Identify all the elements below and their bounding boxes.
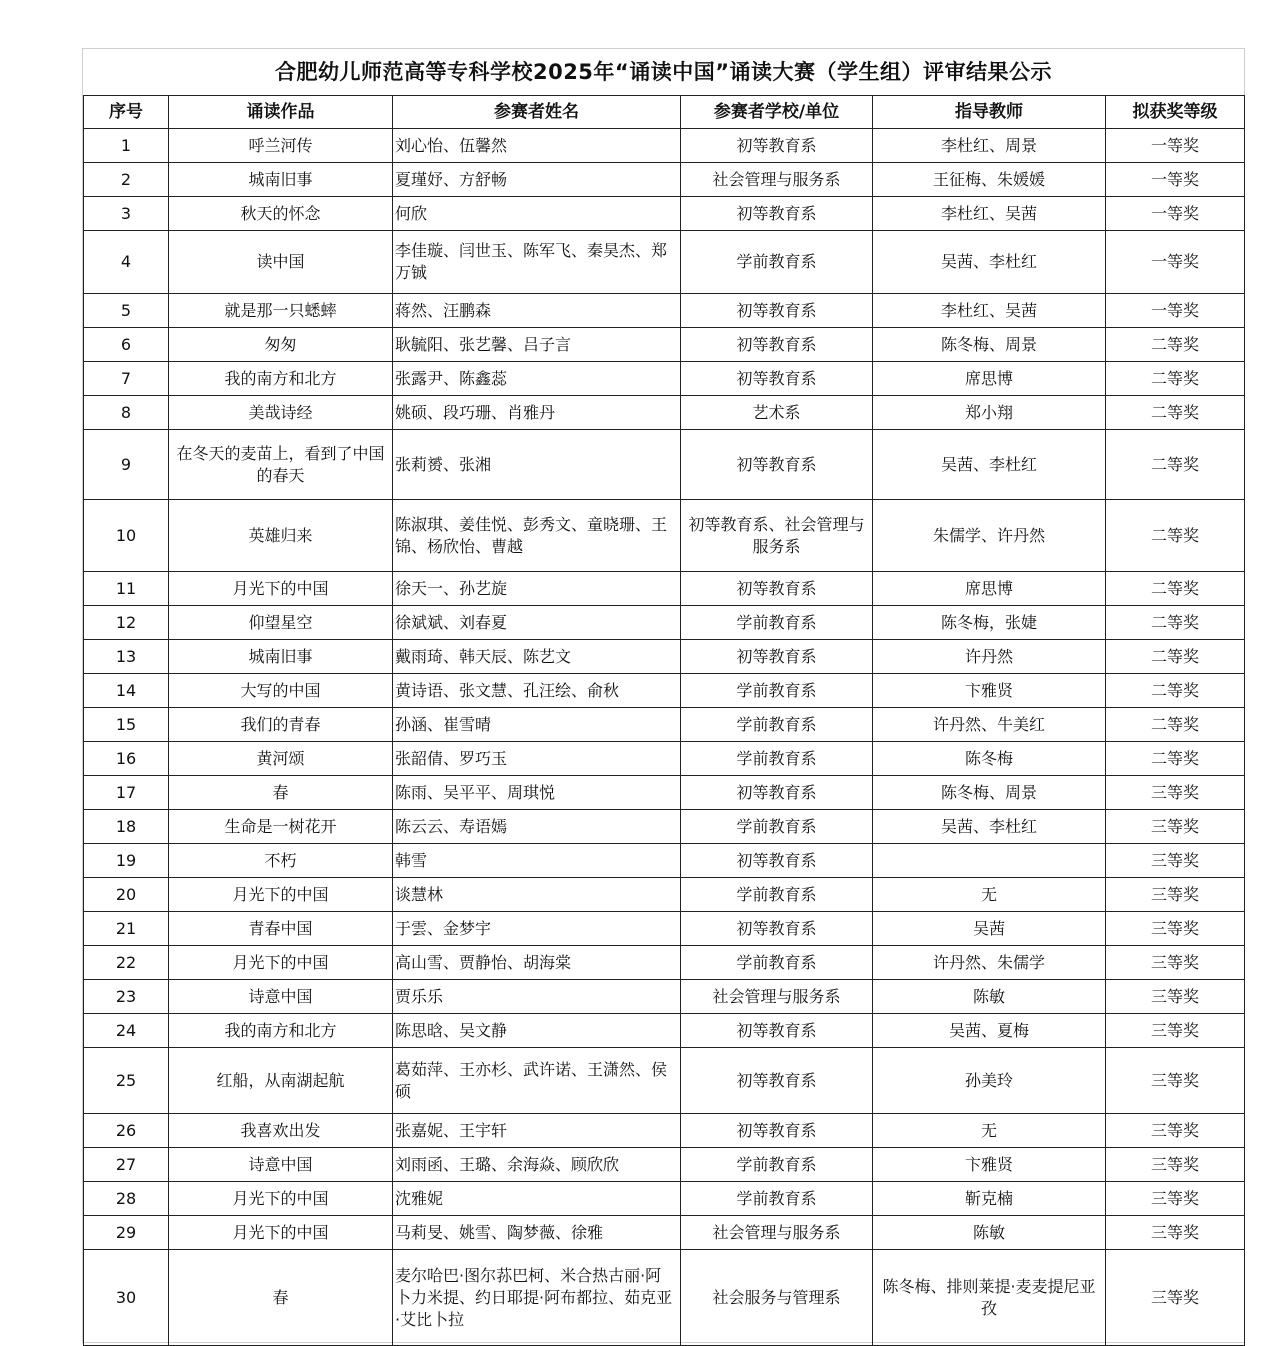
cell-teacher: 郑小翔 — [873, 396, 1106, 430]
table-row — [84, 742, 1245, 776]
results-table — [83, 95, 1245, 1346]
cell-award: 三等奖 — [1106, 878, 1245, 912]
cell-work: 生命是一树花开 — [169, 810, 393, 844]
cell-work: 城南旧事 — [169, 640, 393, 674]
cell-no: 18 — [84, 810, 169, 844]
table-row — [84, 396, 1245, 430]
cell-work: 月光下的中国 — [169, 572, 393, 606]
cell-teacher: 席思博 — [873, 362, 1106, 396]
cell-no: 15 — [84, 708, 169, 742]
cell-teacher: 吴茜 — [873, 912, 1106, 946]
cell-teacher — [873, 844, 1106, 878]
header-unit: 参赛者学校/单位 — [681, 96, 873, 129]
cell-unit: 社会管理与服务系 — [681, 1216, 873, 1250]
table-row — [84, 163, 1245, 197]
cell-work: 城南旧事 — [169, 163, 393, 197]
names-text: 黄诗语、张文慧、孔汪绘、俞秋 — [395, 680, 620, 700]
cell-unit: 初等教育系 — [681, 1114, 873, 1148]
cell-names: 徐斌斌、刘春夏 — [393, 606, 681, 640]
cell-award: 一等奖 — [1106, 163, 1245, 197]
results-body — [84, 129, 1245, 1346]
cell-work: 青春中国 — [169, 912, 393, 946]
cell-no: 22 — [84, 946, 169, 980]
cell-no: 12 — [84, 606, 169, 640]
cell-no: 17 — [84, 776, 169, 810]
cell-names: 陈云云、寿语嫣 — [393, 810, 681, 844]
cell-teacher: 王征梅、朱媛媛 — [873, 163, 1106, 197]
cell-no: 19 — [84, 844, 169, 878]
cell-unit: 学前教育系 — [681, 742, 873, 776]
table-row — [84, 572, 1245, 606]
cell-names: 陈思晗、吴文静 — [393, 1014, 681, 1048]
cell-teacher: 李杜红、吴茜 — [873, 197, 1106, 231]
cell-no: 21 — [84, 912, 169, 946]
cell-names: 孙涵、崔雪晴 — [393, 708, 681, 742]
cell-names: 韩雪 — [393, 844, 681, 878]
cell-names: 马莉旻、姚雪、陶梦薇、徐雅 — [393, 1216, 681, 1250]
cell-work: 秋天的怀念 — [169, 197, 393, 231]
cell-teacher: 孙美玲 — [873, 1048, 1106, 1114]
cell-unit: 初等教育系 — [681, 1048, 873, 1114]
cell-teacher: 李杜红、周景 — [873, 129, 1106, 163]
cell-no: 29 — [84, 1216, 169, 1250]
header-teacher: 指导教师 — [873, 96, 1106, 129]
cell-names: 徐天一、孙艺旋 — [393, 572, 681, 606]
cell-no: 2 — [84, 163, 169, 197]
cell-names: 刘雨函、王璐、余海焱、顾欣欣 — [393, 1148, 681, 1182]
cell-teacher: 陈冬梅 — [873, 742, 1106, 776]
cell-award: 二等奖 — [1106, 674, 1245, 708]
cell-no: 13 — [84, 640, 169, 674]
cell-teacher: 吴茜、李杜红 — [873, 231, 1106, 294]
cell-no: 25 — [84, 1048, 169, 1114]
table-row — [84, 294, 1245, 328]
cell-award: 三等奖 — [1106, 776, 1245, 810]
table-row — [84, 810, 1245, 844]
cell-names: 张露尹、陈鑫蕊 — [393, 362, 681, 396]
cell-teacher: 陈敏 — [873, 1216, 1106, 1250]
cell-unit: 初等教育系 — [681, 430, 873, 500]
table-row — [84, 129, 1245, 163]
table-row — [84, 606, 1245, 640]
table-row — [84, 1014, 1245, 1048]
cell-unit: 初等教育系 — [681, 129, 873, 163]
cell-names: 张莉赟、张湘 — [393, 430, 681, 500]
header-work: 诵读作品 — [169, 96, 393, 129]
page-title: 合肥幼儿师范高等专科学校2025年“诵读中国”诵读大赛（学生组）评审结果公示 — [274, 60, 1053, 84]
cell-no: 27 — [84, 1148, 169, 1182]
cell-teacher: 无 — [873, 878, 1106, 912]
cell-work: 月光下的中国 — [169, 1182, 393, 1216]
cell-unit: 社会服务与管理系 — [681, 1250, 873, 1346]
cell-teacher: 卞雅贤 — [873, 674, 1106, 708]
cell-award: 三等奖 — [1106, 912, 1245, 946]
cell-names: 何欣 — [393, 197, 681, 231]
table-row — [84, 1048, 1245, 1114]
table-row — [84, 430, 1245, 500]
cell-names: 谈慧林 — [393, 878, 681, 912]
cell-teacher: 朱儒学、许丹然 — [873, 500, 1106, 572]
cell-award: 三等奖 — [1106, 1148, 1245, 1182]
cell-no: 10 — [84, 500, 169, 572]
table-row — [84, 912, 1245, 946]
cell-work: 仰望星空 — [169, 606, 393, 640]
cell-award: 三等奖 — [1106, 1250, 1245, 1346]
cell-no: 11 — [84, 572, 169, 606]
cell-work: 大写的中国 — [169, 674, 393, 708]
cell-teacher: 席思博 — [873, 572, 1106, 606]
cell-names: 高山雪、贾静怡、胡海棠 — [393, 946, 681, 980]
cell-work: 在冬天的麦苗上，看到了中国的春天 — [169, 430, 393, 500]
cell-unit: 初等教育系 — [681, 1014, 873, 1048]
cell-award: 二等奖 — [1106, 572, 1245, 606]
cell-teacher: 陈敏 — [873, 980, 1106, 1014]
cell-teacher: 李杜红、吴茜 — [873, 294, 1106, 328]
cell-unit: 学前教育系 — [681, 674, 873, 708]
cell-unit: 社会管理与服务系 — [681, 980, 873, 1014]
cell-no: 28 — [84, 1182, 169, 1216]
cell-names: 戴雨琦、韩天辰、陈艺文 — [393, 640, 681, 674]
cell-no: 9 — [84, 430, 169, 500]
cell-award: 二等奖 — [1106, 396, 1245, 430]
cell-names: 麦尔哈巴·图尔荪巴柯、米合热古丽·阿卜力米提、约日耶提·阿布都拉、茹克亚·艾比卜拉 — [393, 1250, 681, 1346]
table-row — [84, 500, 1245, 572]
cell-teacher: 陈冬梅、周景 — [873, 328, 1106, 362]
cell-award: 一等奖 — [1106, 294, 1245, 328]
cell-no: 3 — [84, 197, 169, 231]
cell-no: 5 — [84, 294, 169, 328]
cell-unit: 初等教育系 — [681, 362, 873, 396]
results-sheet — [82, 48, 1245, 1343]
cell-teacher: 卞雅贤 — [873, 1148, 1106, 1182]
cell-award: 二等奖 — [1106, 606, 1245, 640]
cell-teacher: 吴茜、夏梅 — [873, 1014, 1106, 1048]
cell-teacher: 靳克楠 — [873, 1182, 1106, 1216]
table-row — [84, 231, 1245, 294]
cell-names: 蒋然、汪鹏森 — [393, 294, 681, 328]
header-no: 序号 — [84, 96, 169, 129]
cell-names: 姚硕、段巧珊、肖雅丹 — [393, 396, 681, 430]
cell-award: 三等奖 — [1106, 1048, 1245, 1114]
cell-no: 16 — [84, 742, 169, 776]
cell-teacher: 许丹然、牛美红 — [873, 708, 1106, 742]
cell-work: 黄河颂 — [169, 742, 393, 776]
cell-unit: 初等教育系 — [681, 197, 873, 231]
table-row — [84, 1216, 1245, 1250]
cell-work: 诗意中国 — [169, 980, 393, 1014]
cell-names: 沈雅妮 — [393, 1182, 681, 1216]
cell-no: 30 — [84, 1250, 169, 1346]
cell-award: 三等奖 — [1106, 946, 1245, 980]
cell-work: 春 — [169, 1250, 393, 1346]
cell-no: 7 — [84, 362, 169, 396]
cell-no: 24 — [84, 1014, 169, 1048]
table-row — [84, 1114, 1245, 1148]
cell-no: 8 — [84, 396, 169, 430]
cell-work: 英雄归来 — [169, 500, 393, 572]
cell-unit: 艺术系 — [681, 396, 873, 430]
cell-award: 二等奖 — [1106, 708, 1245, 742]
cell-no: 4 — [84, 231, 169, 294]
cell-work: 不朽 — [169, 844, 393, 878]
cell-unit: 学前教育系 — [681, 878, 873, 912]
cell-no: 23 — [84, 980, 169, 1014]
cell-teacher: 许丹然、朱儒学 — [873, 946, 1106, 980]
cell-no: 26 — [84, 1114, 169, 1148]
cell-award: 一等奖 — [1106, 129, 1245, 163]
cell-teacher: 吴茜、李杜红 — [873, 430, 1106, 500]
table-row — [84, 328, 1245, 362]
cell-unit: 初等教育系 — [681, 294, 873, 328]
cell-names: 张嘉妮、王宇轩 — [393, 1114, 681, 1148]
cell-unit: 学前教育系 — [681, 708, 873, 742]
cell-award: 二等奖 — [1106, 328, 1245, 362]
header-names: 参赛者姓名 — [393, 96, 681, 129]
table-row — [84, 362, 1245, 396]
cell-no: 14 — [84, 674, 169, 708]
cell-unit: 初等教育系 — [681, 640, 873, 674]
cell-award: 三等奖 — [1106, 844, 1245, 878]
cell-unit: 学前教育系 — [681, 606, 873, 640]
cell-no: 6 — [84, 328, 169, 362]
cell-names: 刘心怡、伍馨然 — [393, 129, 681, 163]
header-award: 拟获奖等级 — [1106, 96, 1245, 129]
cell-award: 三等奖 — [1106, 1014, 1245, 1048]
cell-work: 我喜欢出发 — [169, 1114, 393, 1148]
cell-award: 二等奖 — [1106, 742, 1245, 776]
cell-work: 月光下的中国 — [169, 878, 393, 912]
table-row — [84, 878, 1245, 912]
cell-work: 我们的青春 — [169, 708, 393, 742]
cell-unit: 学前教育系 — [681, 946, 873, 980]
cell-award: 三等奖 — [1106, 1182, 1245, 1216]
cell-unit: 学前教育系 — [681, 810, 873, 844]
cell-no: 1 — [84, 129, 169, 163]
cell-teacher: 陈冬梅、周景 — [873, 776, 1106, 810]
cell-award: 二等奖 — [1106, 362, 1245, 396]
cell-names: 夏瑾妤、方舒畅 — [393, 163, 681, 197]
cell-award: 三等奖 — [1106, 1114, 1245, 1148]
table-row — [84, 640, 1245, 674]
table-row — [84, 674, 1245, 708]
cell-work: 红船，从南湖起航 — [169, 1048, 393, 1114]
cell-teacher: 陈冬梅，张婕 — [873, 606, 1106, 640]
cell-unit: 初等教育系 — [681, 572, 873, 606]
cell-work: 呼兰河传 — [169, 129, 393, 163]
cell-names: 陈雨、吴平平、周琪悦 — [393, 776, 681, 810]
cell-unit: 社会管理与服务系 — [681, 163, 873, 197]
cell-unit: 初等教育系 — [681, 844, 873, 878]
table-row — [84, 776, 1245, 810]
cell-unit: 学前教育系 — [681, 1148, 873, 1182]
cell-names: 于雲、金梦宇 — [393, 912, 681, 946]
cell-unit: 学前教育系 — [681, 1182, 873, 1216]
cell-unit: 初等教育系、社会管理与服务系 — [681, 500, 873, 572]
cell-unit: 初等教育系 — [681, 328, 873, 362]
cell-teacher: 无 — [873, 1114, 1106, 1148]
cell-names: 张韶倩、罗巧玉 — [393, 742, 681, 776]
cell-work: 春 — [169, 776, 393, 810]
cell-work: 月光下的中国 — [169, 1216, 393, 1250]
cell-names: 贾乐乐 — [393, 980, 681, 1014]
cell-award: 一等奖 — [1106, 231, 1245, 294]
cell-award: 三等奖 — [1106, 1216, 1245, 1250]
table-row — [84, 946, 1245, 980]
table-row — [84, 1148, 1245, 1182]
cell-unit: 学前教育系 — [681, 231, 873, 294]
cell-work: 美哉诗经 — [169, 396, 393, 430]
cell-names — [393, 674, 681, 708]
table-row — [84, 197, 1245, 231]
cell-names: 李佳璇、闫世玉、陈军飞、秦昊杰、郑万铖 — [393, 231, 681, 294]
cell-work: 月光下的中国 — [169, 946, 393, 980]
table-row — [84, 708, 1245, 742]
cell-unit: 初等教育系 — [681, 776, 873, 810]
cell-award: 一等奖 — [1106, 197, 1245, 231]
cell-work: 我的南方和北方 — [169, 1014, 393, 1048]
header-row — [84, 96, 1245, 129]
cell-award: 三等奖 — [1106, 980, 1245, 1014]
cell-award: 三等奖 — [1106, 810, 1245, 844]
cell-award: 二等奖 — [1106, 640, 1245, 674]
cell-teacher: 许丹然 — [873, 640, 1106, 674]
cell-names: 耿毓阳、张艺馨、吕子言 — [393, 328, 681, 362]
cell-work: 诗意中国 — [169, 1148, 393, 1182]
cell-no: 20 — [84, 878, 169, 912]
cell-names: 葛茹萍、王亦杉、武许诺、王潇然、侯硕 — [393, 1048, 681, 1114]
cell-unit: 初等教育系 — [681, 912, 873, 946]
cell-teacher: 陈冬梅、排则莱提·麦麦提尼亚孜 — [873, 1250, 1106, 1346]
cell-award: 二等奖 — [1106, 430, 1245, 500]
table-row — [84, 980, 1245, 1014]
cell-teacher: 吴茜、李杜红 — [873, 810, 1106, 844]
table-row — [84, 844, 1245, 878]
table-row — [84, 1182, 1245, 1216]
cell-work: 就是那一只蟋蟀 — [169, 294, 393, 328]
cell-work: 我的南方和北方 — [169, 362, 393, 396]
cell-award: 二等奖 — [1106, 500, 1245, 572]
cell-work: 读中国 — [169, 231, 393, 294]
table-row — [84, 1250, 1245, 1346]
cell-work: 匆匆 — [169, 328, 393, 362]
cell-names: 陈淑琪、姜佳悦、彭秀文、童晓珊、王锦、杨欣怡、曹越 — [393, 500, 681, 572]
